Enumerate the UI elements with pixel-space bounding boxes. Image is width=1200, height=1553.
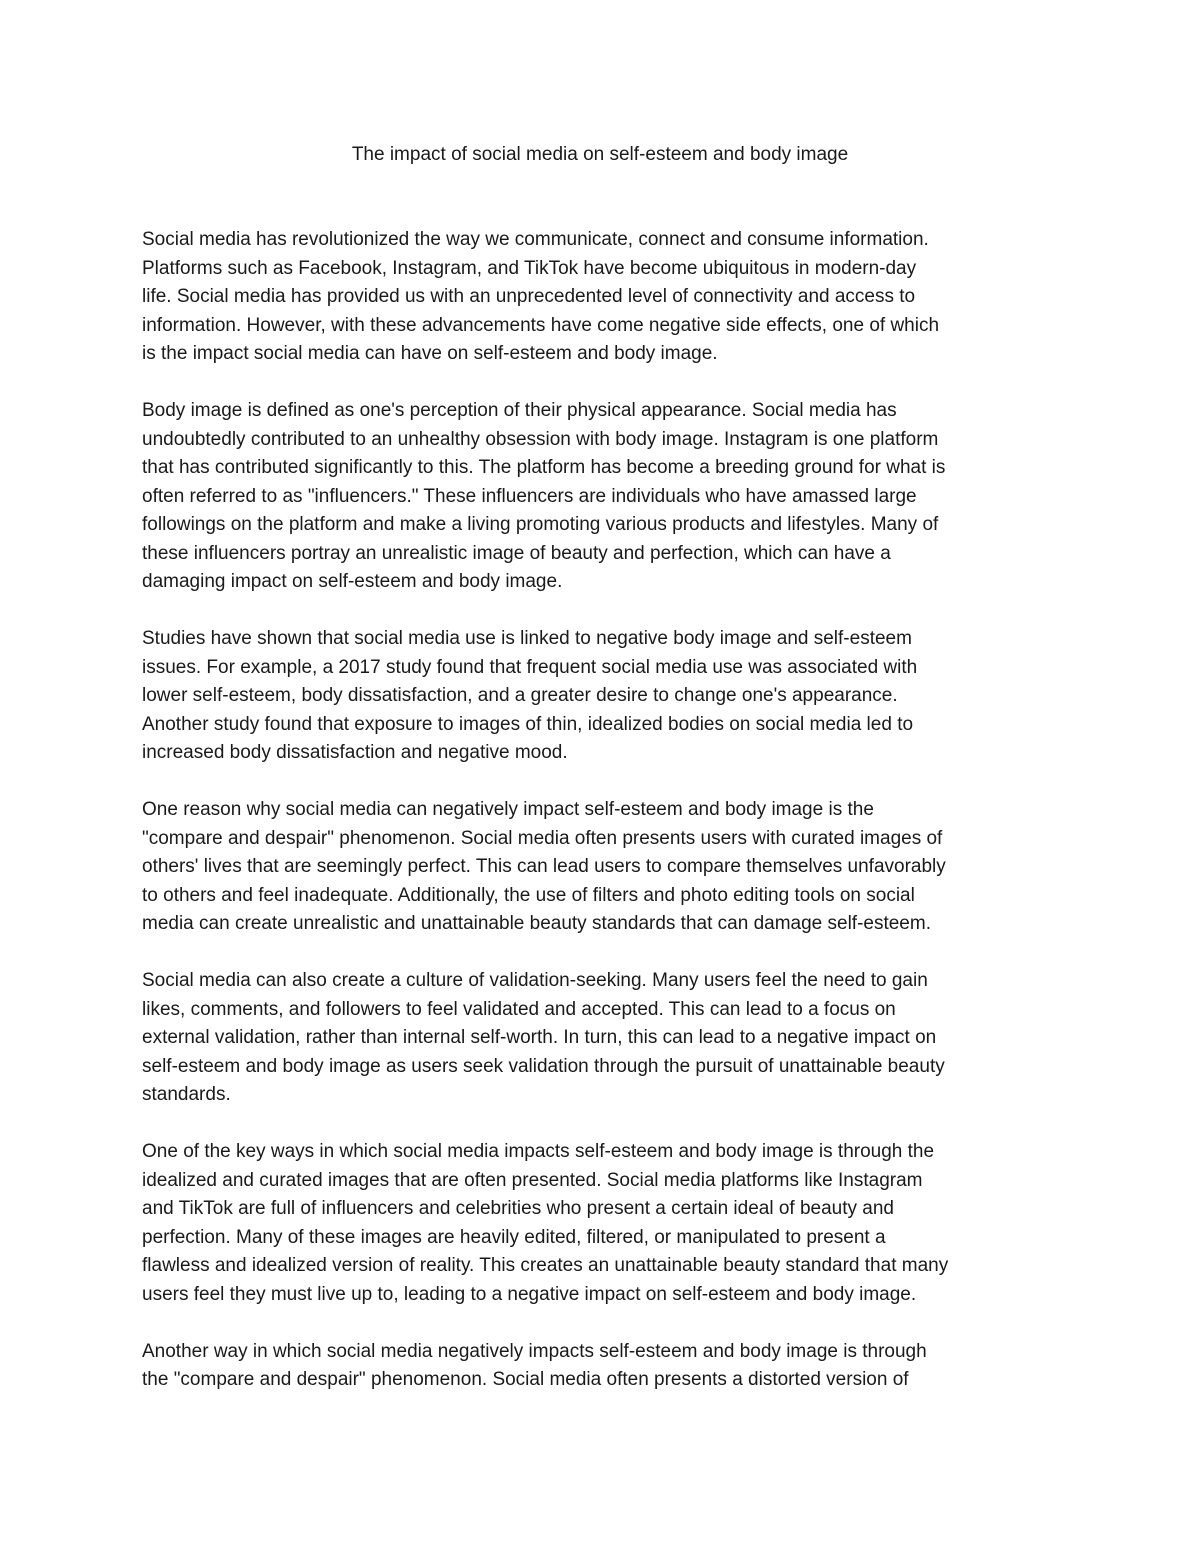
- document-body: [142, 226, 1072, 1423]
- text-line: One of the key ways in which social media impacts self-esteem and body image is through the: [142, 1141, 935, 1162]
- paragraph: [142, 1338, 1072, 1395]
- paragraph: [142, 1138, 1072, 1309]
- text-line: these influencers portray an unrealistic image of beauty and perfection, which can have a: [142, 542, 891, 564]
- text-line: issues. For example, a 2017 study found that frequent social media use was associated with: [142, 656, 918, 678]
- paragraph: [142, 796, 1072, 939]
- text-line: media can create unrealistic and unattainable beauty standards that can damage self-esteem.: [142, 913, 931, 934]
- text-line: lower self-esteem, body dissatisfaction, and a greater desire to change one's appearance.: [142, 685, 898, 706]
- text-line: information. However, with these advancements have come negative side effects, one of which: [142, 314, 940, 336]
- text-line: Social media can also create a culture of validation-seeking. Many users feel the need to gain: [142, 970, 928, 991]
- text-line: users feel they must live up to, leading to a negative impact on self-esteem and body image.: [142, 1283, 917, 1305]
- text-line: "compare and despair" phenomenon. Social media often presents users with curated images of: [142, 827, 943, 849]
- paragraph: [142, 397, 1072, 597]
- text-line: perfection. Many of these images are heavily edited, filtered, or manipulated to present a: [142, 1226, 886, 1248]
- text-line: likes, comments, and followers to feel validated and accepted. This can lead to a focus on: [142, 998, 896, 1020]
- text-line: often referred to as "influencers." These influencers are individuals who have amassed large: [142, 485, 917, 507]
- paragraph: [142, 226, 1072, 369]
- text-line: standards.: [142, 1084, 231, 1105]
- text-line: Studies have shown that social media use is linked to negative body image and self-esteem: [142, 628, 912, 649]
- text-line: others' lives that are seemingly perfect. This can lead users to compare themselves unfavorably: [142, 856, 946, 877]
- text-line: flawless and idealized version of reality. This creates an unattainable beauty standard that many: [142, 1255, 949, 1276]
- paragraph: [142, 625, 1072, 768]
- text-line: that has contributed significantly to this. The platform has become a breeding ground for what is: [142, 457, 946, 478]
- text-line: the "compare and despair" phenomenon. Social media often presents a distorted version of: [142, 1369, 909, 1390]
- text-line: Body image is defined as one's perception of their physical appearance. Social media has: [142, 400, 897, 421]
- text-line: Platforms such as Facebook, Instagram, and TikTok have become ubiquitous in modern-day: [142, 257, 917, 279]
- text-line: Social media has revolutionized the way we communicate, connect and consume information.: [142, 229, 929, 250]
- text-line: undoubtedly contributed to an unhealthy obsession with body image. Instagram is one platform: [142, 428, 939, 450]
- text-line: is the impact social media can have on self-esteem and body image.: [142, 343, 718, 364]
- document-title: The impact of social media on self-esteem and body image: [351, 144, 849, 165]
- text-line: damaging impact on self-esteem and body image.: [142, 571, 563, 592]
- text-line: idealized and curated images that are often presented. Social media platforms like Instagram: [142, 1169, 923, 1191]
- text-line: life. Social media has provided us with an unprecedented level of connectivity and access to: [142, 286, 916, 307]
- text-line: Another way in which social media negatively impacts self-esteem and body image is through: [142, 1340, 927, 1362]
- text-line: to others and feel inadequate. Additionally, the use of filters and photo editing tools on social: [142, 884, 915, 906]
- text-line: and TikTok are full of influencers and celebrities who present a certain ideal of beauty and: [142, 1198, 895, 1219]
- text-line: One reason why social media can negatively impact self-esteem and body image is the: [142, 799, 874, 820]
- paragraph: [142, 967, 1072, 1110]
- text-line: self-esteem and body image as users seek validation through the pursuit of unattainable beauty: [142, 1055, 945, 1077]
- text-line: Another study found that exposure to images of thin, idealized bodies on social media led to: [142, 713, 914, 735]
- text-line: external validation, rather than internal self-worth. In turn, this can lead to a negative impact on: [142, 1027, 937, 1048]
- text-line: increased body dissatisfaction and negative mood.: [142, 742, 568, 763]
- text-line: followings on the platform and make a living promoting various products and lifestyles. Many of: [142, 514, 939, 535]
